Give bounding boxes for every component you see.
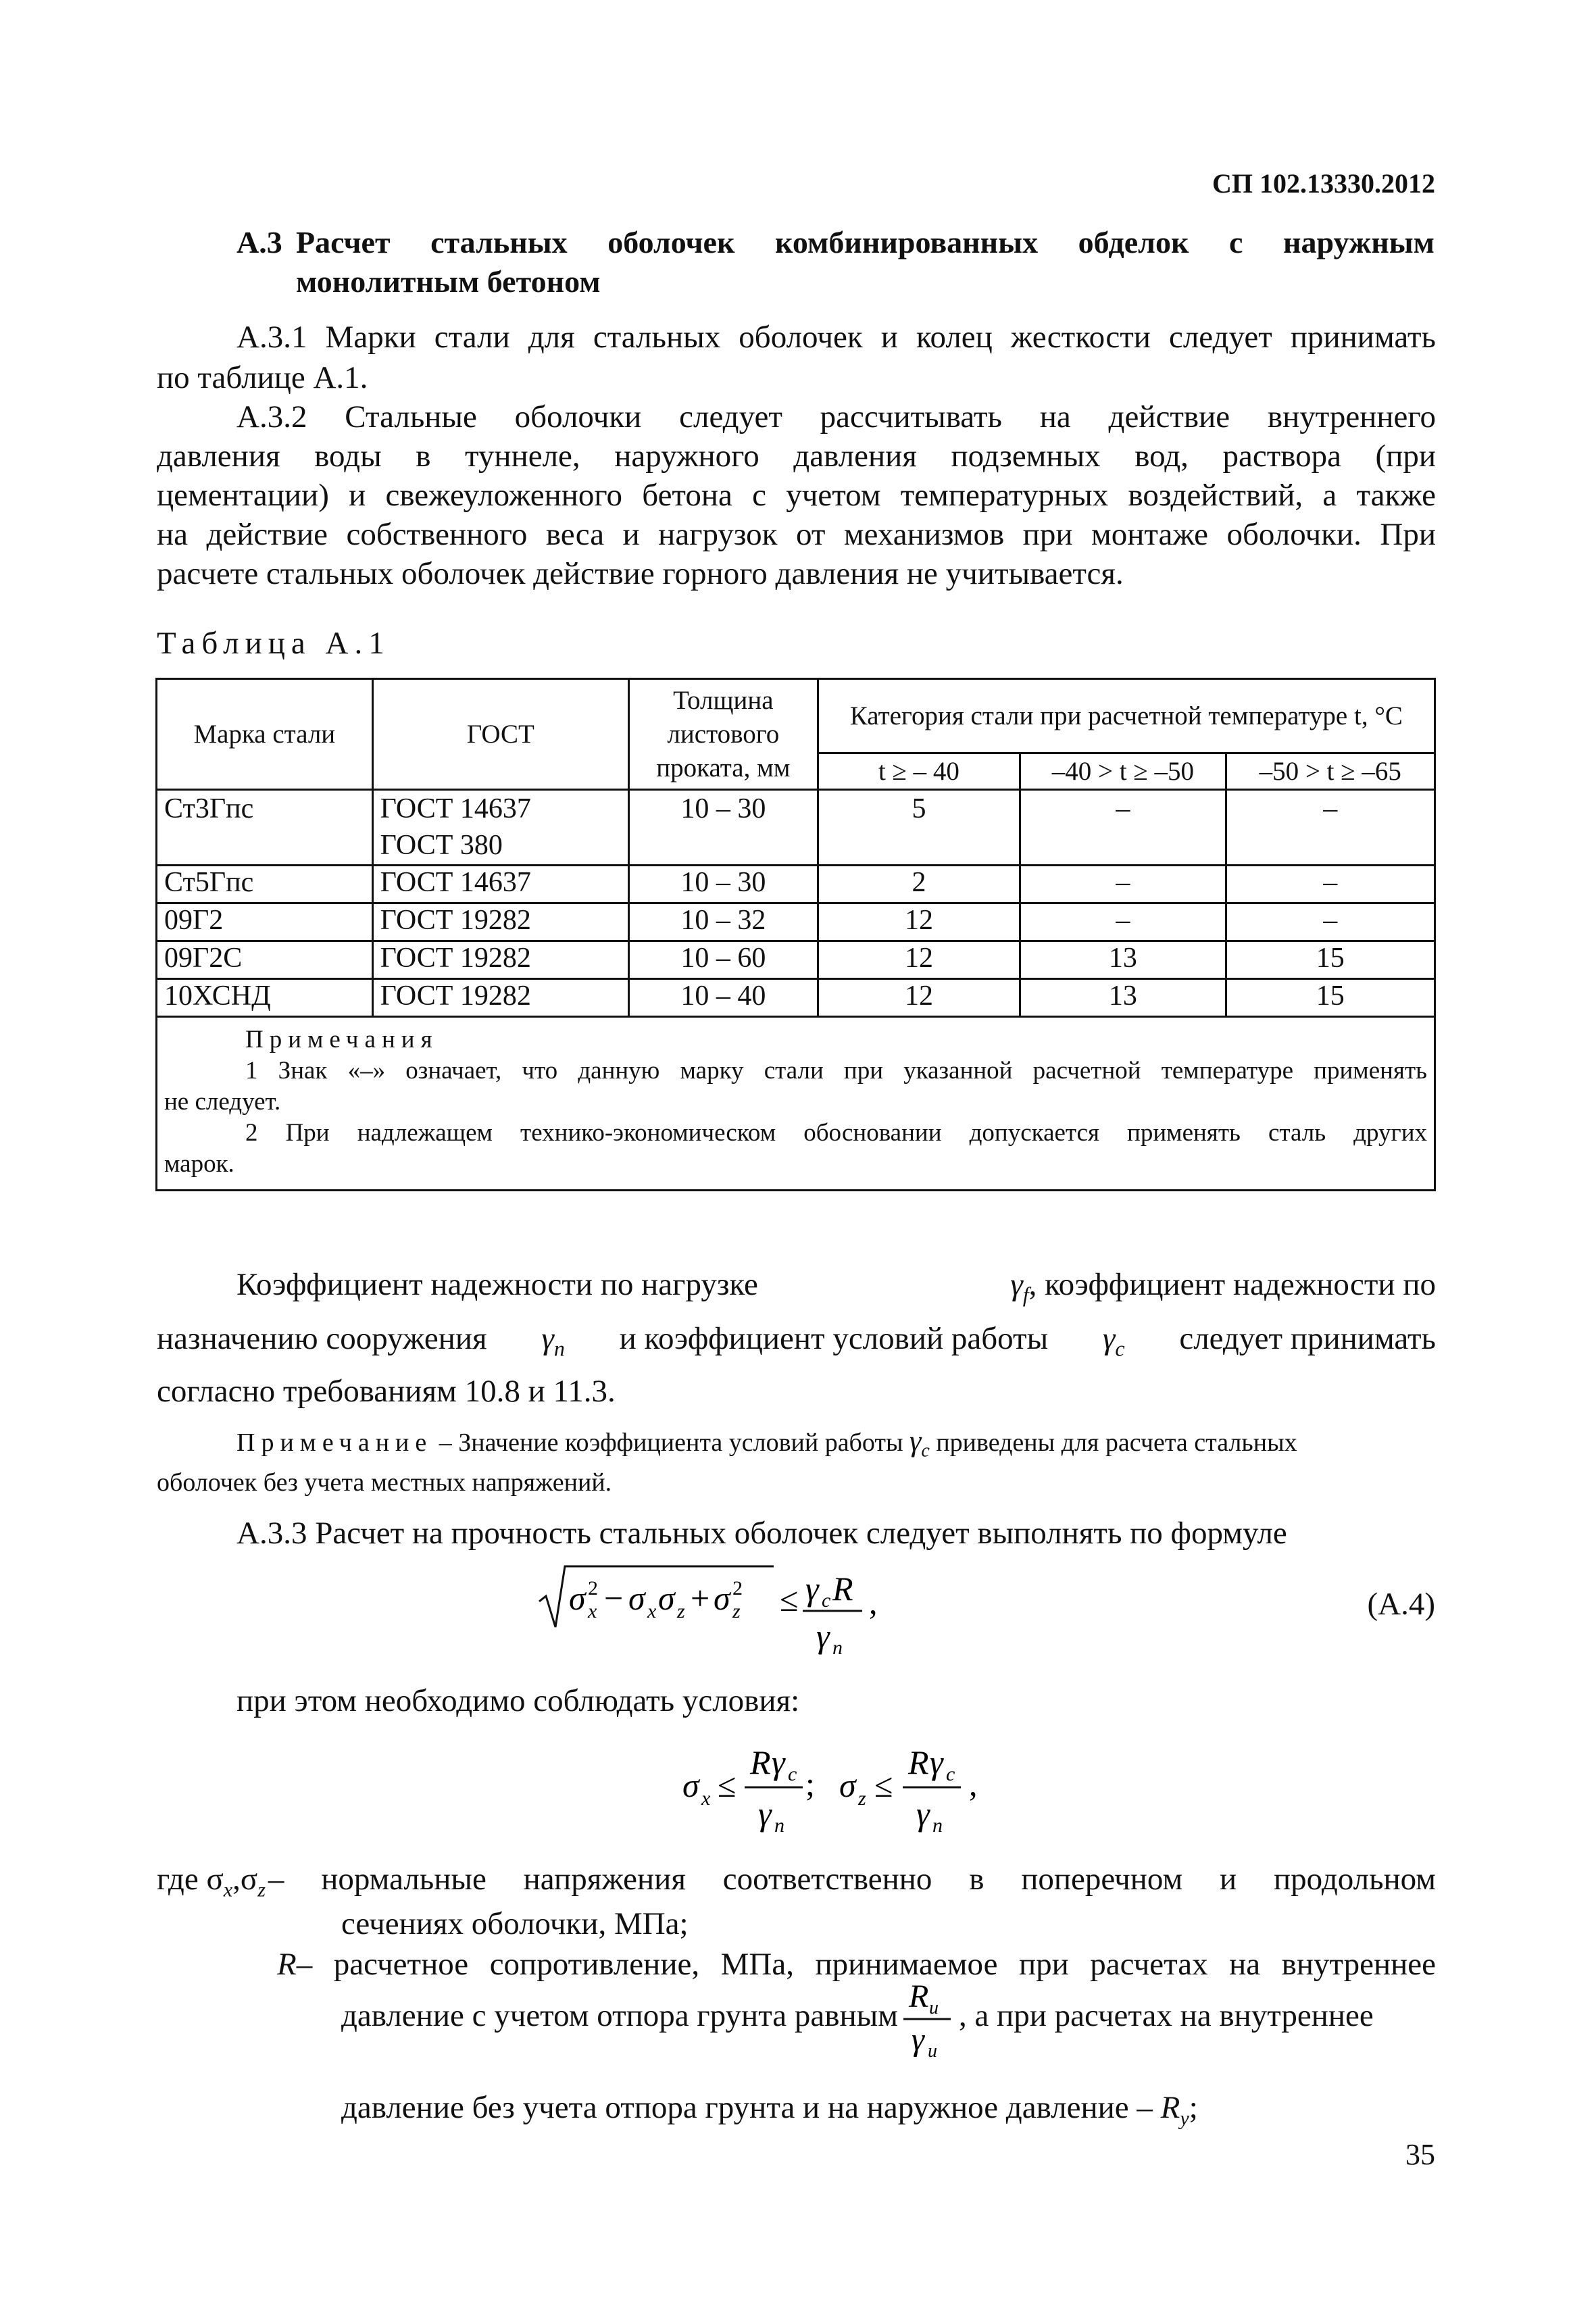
paragraph-a31-line1: А.3.1 Марки стали для стальных оболочек и колец жесткости следует принимать — [236, 320, 1436, 355]
svg-text:x: x — [647, 1600, 657, 1622]
where-r-line3: давление без учета отпора грунта и на наружное давление – $R_y$; — [341, 2090, 1198, 2130]
cell-grade: Ст5Гпс — [157, 866, 373, 903]
svg-text:n: n — [832, 1637, 843, 1659]
header-grade: Марка стали — [157, 679, 373, 790]
header-temp-3: –50 > t ≥ –65 — [1226, 753, 1435, 790]
cell-cat3: – — [1226, 866, 1435, 903]
svg-text:n: n — [774, 1814, 784, 1837]
table-row — [157, 941, 1435, 979]
cell-thickness: 10 – 30 — [628, 790, 818, 866]
svg-text:u: u — [927, 2041, 937, 2060]
svg-text:;: ; — [805, 1765, 815, 1803]
cell-grade: Ст3Гпс — [157, 790, 373, 866]
svg-text:,: , — [869, 1583, 878, 1621]
table-row — [157, 903, 1435, 941]
ry-symbol: R — [1160, 2090, 1180, 2125]
cell-thickness: 10 – 30 — [628, 866, 818, 903]
coef-line2-a: назначению сооружения — [157, 1321, 487, 1356]
paragraph-a32-line3: цементации) и свежеуложенного бетона с учетом температурных воздействий, а также — [157, 478, 1436, 513]
cell-cat3: 15 — [1226, 941, 1435, 979]
svg-text:x: x — [701, 1787, 711, 1810]
cell-gost — [372, 790, 628, 866]
conditions-text: при этом необходимо соблюдать условия: — [236, 1683, 800, 1718]
gamma-c-symbol: $\gamma_c$ — [1102, 1321, 1125, 1361]
svg-text:,: , — [969, 1765, 978, 1803]
note1-line2: не следует. — [164, 1088, 281, 1116]
fraction-ru-gammau — [898, 1972, 959, 2060]
where-line1 — [157, 1860, 1436, 1910]
cell-cat1: 12 — [818, 903, 1020, 941]
note-text-a: – Значение коэффициента условий работы — [432, 1428, 910, 1457]
table-row — [157, 790, 1435, 866]
note-line2: оболочек без учета местных напряжений. — [157, 1468, 612, 1497]
svg-text:R: R — [832, 1570, 853, 1608]
gamma-c-note-symbol: γ — [909, 1424, 922, 1458]
cell-gost: ГОСТ 14637 — [372, 866, 628, 903]
note-line1 — [236, 1422, 1436, 1470]
svg-text:γ: γ — [758, 1795, 772, 1833]
where-r-line2-b: , а при расчетах на внутреннее — [958, 1998, 1374, 2033]
svg-text:z: z — [732, 1600, 741, 1622]
svg-text:σ: σ — [628, 1579, 645, 1617]
paragraph-a32-line4: на действие собственного веса и нагрузок от механизмов при монтаже оболочки. При — [157, 517, 1436, 552]
cell-cat2: 13 — [1020, 941, 1226, 979]
paragraph-a33: А.3.3 Расчет на прочность стальных оболочек следует выполнять по формуле — [236, 1516, 1287, 1551]
svg-text:γ: γ — [772, 1743, 785, 1781]
where-line1-text: – нормальные напряжения соответственно в поперечном и продольном — [268, 1862, 1436, 1897]
table-row — [157, 866, 1435, 903]
svg-text:2: 2 — [588, 1577, 598, 1599]
note1-line1: 1 Знак «–» означает, что данную марку стали при указанной расчетной температуре применять — [245, 1057, 1427, 1085]
svg-text:c: c — [788, 1763, 797, 1785]
svg-text:c: c — [822, 1589, 831, 1612]
where-r-line2-a: давление с учетом отпора грунта равным — [341, 1998, 898, 2033]
svg-text:≤: ≤ — [874, 1766, 893, 1804]
where-symbols: где $\sigma_x,\sigma_z$ — [157, 1862, 266, 1901]
svg-text:σ: σ — [658, 1579, 675, 1617]
table-notes-row — [157, 1017, 1435, 1191]
cell-cat2: – — [1020, 903, 1226, 941]
svg-text:2: 2 — [732, 1577, 743, 1599]
svg-text:γ: γ — [916, 1795, 930, 1833]
table-row — [157, 979, 1435, 1017]
header-temp-2: –40 > t ≥ –50 — [1020, 753, 1226, 790]
formula-a4 — [534, 1561, 912, 1670]
cell-cat3: – — [1226, 790, 1435, 866]
cell-cat1: 12 — [818, 979, 1020, 1017]
cell-thickness: 10 – 32 — [628, 903, 818, 941]
svg-text:u: u — [928, 1997, 939, 2018]
section-title-line2: монолитным бетоном — [296, 264, 601, 299]
svg-text:x: x — [588, 1600, 597, 1622]
cell-grade: 09Г2С — [157, 941, 373, 979]
svg-text:γ: γ — [805, 1570, 819, 1608]
cell-cat1: 5 — [818, 790, 1020, 866]
coef-line2-c: следует принимать — [1179, 1321, 1436, 1356]
svg-text:γ: γ — [816, 1617, 830, 1655]
note-label: Примечание — [236, 1428, 433, 1457]
steel-grades-table — [155, 678, 1436, 1191]
cell-gost-line1: ГОСТ 14637 — [380, 793, 531, 824]
formula-conditions-graphic — [682, 1740, 1007, 1841]
cell-gost: ГОСТ 19282 — [372, 941, 628, 979]
cell-gost-line2: ГОСТ 380 — [380, 830, 503, 861]
where-r-text: – расчетное сопротивление, МПа, принимаемое при расчетах на внутреннее — [296, 1947, 1436, 1982]
cell-grade: 09Г2 — [157, 903, 373, 941]
svg-text:z: z — [677, 1600, 685, 1622]
gamma-n-symbol: $\gamma_n$ — [541, 1321, 565, 1361]
svg-text:σ: σ — [569, 1579, 586, 1617]
table-notes — [157, 1017, 1435, 1191]
cell-gost: ГОСТ 19282 — [372, 903, 628, 941]
cell-gost: ГОСТ 19282 — [372, 979, 628, 1017]
coef-line3: согласно требованиям 10.8 и 11.3. — [157, 1374, 616, 1409]
r-symbol: R — [277, 1947, 297, 1982]
formula-number: (А.4) — [1367, 1587, 1435, 1622]
note2-line1: 2 При надлежащем технико-экономическом обосновании допускается применять сталь других — [245, 1119, 1427, 1147]
coef-line2 — [157, 1319, 1436, 1368]
cell-cat3: 15 — [1226, 979, 1435, 1017]
svg-text:R: R — [908, 1743, 929, 1781]
page-number: 35 — [1405, 2138, 1435, 2171]
where-r-line2 — [341, 1972, 1436, 2060]
svg-text:R: R — [750, 1743, 771, 1781]
cell-cat2: – — [1020, 866, 1226, 903]
cell-cat2: 13 — [1020, 979, 1226, 1017]
document-code: СП 102.13330.2012 — [1212, 168, 1435, 199]
svg-text:≤: ≤ — [780, 1580, 799, 1618]
paragraph-a31-line2: по таблице А.1. — [157, 360, 368, 395]
svg-text:σ: σ — [839, 1766, 856, 1804]
paragraph-a32-line1: А.3.2 Стальные оболочки следует рассчитывать на действие внутреннего — [236, 399, 1436, 434]
table-caption: Таблица А.1 — [157, 626, 391, 661]
cell-thickness: 10 – 40 — [628, 979, 818, 1017]
cell-cat1: 12 — [818, 941, 1020, 979]
paragraph-a32-line2: давления воды в туннеле, наружного давления подземных вод, раствора (при — [157, 439, 1436, 474]
svg-text:R: R — [908, 1978, 929, 2014]
cell-thickness: 10 – 60 — [628, 941, 818, 979]
where-line1-cont: сечениях оболочки, МПа; — [341, 1906, 689, 1941]
svg-text:−: − — [604, 1579, 624, 1617]
section-title-line1: Расчет стальных оболочек комбинированных обделок с наружным — [296, 225, 1435, 259]
header-thickness: Толщина листового проката, мм — [628, 679, 818, 790]
note2-line2: марок. — [164, 1150, 234, 1178]
formula-a4-graphic — [534, 1561, 912, 1662]
svg-text:γ: γ — [911, 2022, 924, 2058]
notes-title: Примечания — [245, 1026, 439, 1053]
svg-text:n: n — [932, 1814, 943, 1837]
svg-text:σ: σ — [682, 1766, 699, 1804]
cell-cat1: 2 — [818, 866, 1020, 903]
header-category: Категория стали при расчетной температуре t, °С — [818, 679, 1435, 753]
svg-text:+: + — [691, 1579, 710, 1617]
gamma-c-note-sub: c — [921, 1440, 930, 1462]
svg-text:γ: γ — [930, 1743, 943, 1781]
coef-line2-b: и коэффициент условий работы — [619, 1321, 1049, 1356]
formula-conditions — [682, 1740, 1007, 1845]
note-text-b: приведены для расчета стальных — [929, 1428, 1297, 1457]
svg-text:c: c — [946, 1763, 955, 1785]
header-temp-1: t ≥ – 40 — [818, 753, 1020, 790]
coef-line1 — [236, 1265, 1436, 1314]
cell-grade: 10ХСНД — [157, 979, 373, 1017]
section-number: А.3 — [236, 225, 282, 259]
gamma-f-symbol: $\gamma_f$, коэффициент надежности по — [1010, 1267, 1436, 1307]
header-gost: ГОСТ — [372, 679, 628, 790]
svg-text:z: z — [858, 1787, 866, 1810]
cell-cat2: – — [1020, 790, 1226, 866]
coef-line1-a: Коэффициент надежности по нагрузке — [236, 1267, 758, 1302]
paragraph-a32-line5: расчете стальных оболочек действие горного давления не учитывается. — [157, 556, 1124, 591]
svg-text:σ: σ — [714, 1579, 730, 1617]
svg-text:≤: ≤ — [718, 1766, 737, 1804]
cell-cat3: – — [1226, 903, 1435, 941]
